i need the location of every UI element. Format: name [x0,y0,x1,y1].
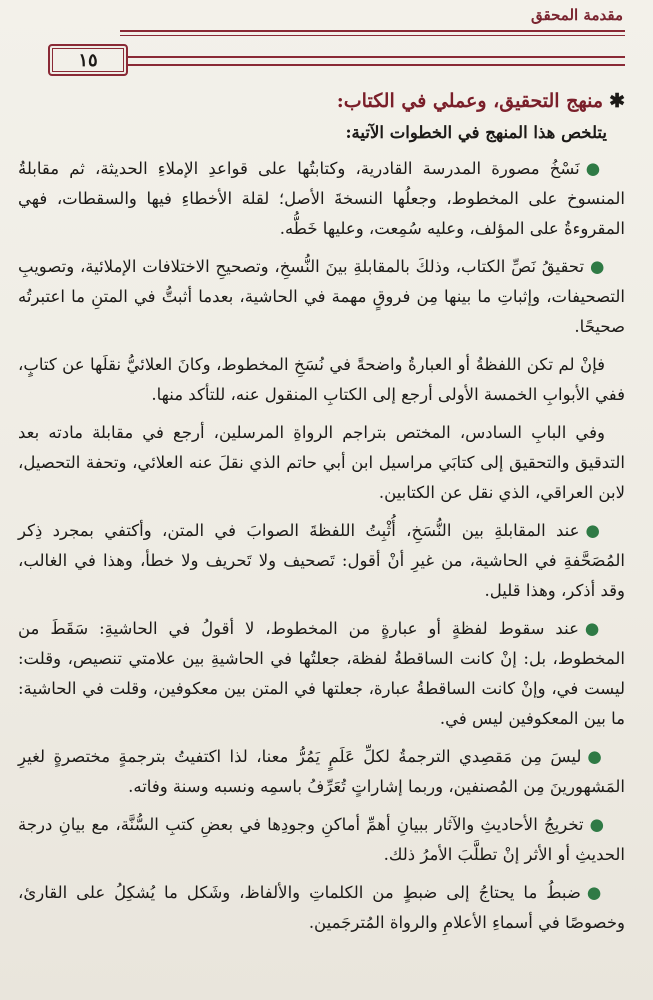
paragraph-text: ليسَ مِن مَقصِدي الترجمةُ لكلِّ عَلَمٍ يَمُرُّ معنا، لذا اكتفيتُ بترجمةٍ مختصرةٍ لغيرِ المَشهورينَ مِن المُصنفين، وربما إشاراتٍ تُعَرِّفُ باسمِه ونسبه وسنة وفاته. [18,747,625,796]
page-number-box [48,44,128,76]
bullet-icon: ● [584,619,605,638]
asterisk-icon: ✱ [609,90,625,112]
paragraph-4 [18,418,625,508]
paragraph-1 [18,154,625,244]
section-heading [18,86,625,116]
paragraph-8 [18,810,625,870]
paragraph-text: تحقيقُ نَصِّ الكتاب، وذلكَ بالمقابلةِ بينَ النُّسخِ، وتصحيحِ الاختلافات الإملائية، وتصويبِ التصحيفات، وإثباتِ ما بينها مِن فروقٍ مهمة في الحاشية، بعدما أثبتُّ في المتنِ ما اعتبرتُه صحيحًا. [18,257,625,336]
section-title-text: منهج التحقيق، وعملي في الكتاب: [336,90,604,112]
paragraph-text: عند المقابلةِ بين النُّسَخِ، أُثْبِتُ اللفظةَ الصوابَ في المتن، وأكتفي بمجرد ذِكر المُصَحَّفةِ في الحاشية، من غيرِ أنْ أقول: تَصحيف ولا تَحريف ولا خطأ، وهذا في الغالب، وقد أذكر، وهذا قليل. [18,521,625,600]
paragraph-7 [18,742,625,802]
paragraph-text: نَسْخُ مصورة المدرسة القادرية، وكتابتُها على قواعدِ الإملاءِ الحديثة، ثم مقابلةُ المنسوخ على المخطوط، وجعلُها النسخةَ الأصل؛ لقلة الأخطاءِ فيها والسقطات، فهي المقروءةُ على المؤلف، وعليه سُمِعت، وعليها خَطُّه. [18,159,625,238]
paragraph-3 [18,350,625,410]
paragraph-text: تخريجُ الأحاديثِ والآثار ببيانِ أهمِّ أماكنِ وجودِها في بعضِ كتبِ السُّنَّة، مع بيانِ درجة الحديثِ أو الأثر إنْ تطلَّبَ الأمرُ ذلك. [18,815,625,864]
bullet-icon: ● [586,883,605,902]
running-title: مقدمة المحقق [531,6,623,24]
header-rule [120,30,625,36]
section-intro: يتلخص هذا المنهج في الخطوات الآتية: [345,123,607,142]
bullet-icon: ● [589,815,605,834]
paragraph-2 [18,252,625,342]
paragraph-text: عند سقوط لفظةٍ أو عبارةٍ من المخطوط، لا أقولُ في الحاشيةِ: سَقَطَ من المخطوط، بل: إنْ كانت الساقطةُ لفظة، جعلتُها في الحاشيةِ بين علامتي تنصيص، وقلت: ليست في، وإنْ كانت الساقطةُ عبارة، جعلتها في المتن بين معكوفين، وقلت في الحاشية: ما بين المعكوفين ليس في. [18,619,625,728]
paragraph-text: فإنْ لم تكن اللفظةُ أو العبارةُ واضحةً في نُسَخِ المخطوط، وكانَ العلائيُّ نقلَها عن كتابٍ، ففي الأبوابِ الخمسة الأولى أرجع إلى الكتابِ المنقول عنه، للتأكد منها. [18,355,625,404]
page-content [18,86,625,946]
bullet-icon: ● [590,257,605,276]
bullet-icon: ● [587,747,605,766]
paragraph-5 [18,516,625,606]
paragraph-6 [18,614,625,734]
bullet-icon: ● [585,521,605,540]
paragraph-9 [18,878,625,938]
paragraph-text: وفي البابِ السادس، المختص بتراجم الرواةِ المرسلين، أرجع في مقابلة مادته بعد التدقيق والتحقيق إلى كتابَي مراسيل ابن أبي حاتم الذي نقلَ عنه العلائي، وتحفة التحصيل، لابن العراقي، الذي نقل عن الكتابين. [18,423,625,502]
page-number: ١٥ [78,49,98,71]
paragraph-text: ضبطُ ما يحتاجُ إلى ضبطٍ من الكلماتِ والألفاظ، وشَكل ما يُشكِلُ على القارئ، وخصوصًا في أسماءِ الأعلامِ والرواة المُترجَمين. [18,883,625,932]
bullet-icon: ● [585,159,605,178]
page-number-frame-lines [124,56,625,66]
